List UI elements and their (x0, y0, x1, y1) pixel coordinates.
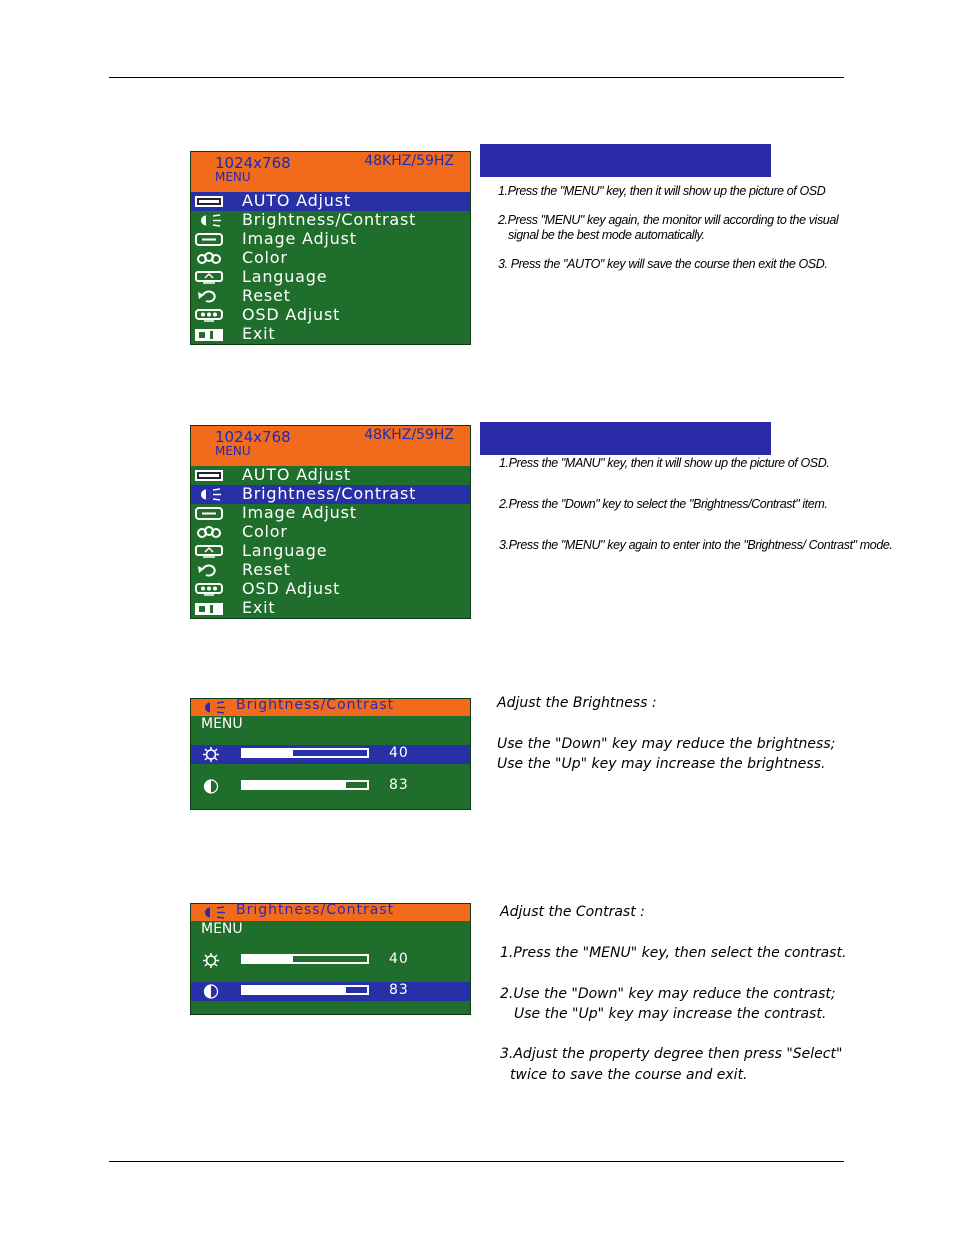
contrast-slider (241, 780, 369, 790)
image-adjust-icon (194, 507, 224, 520)
contrast-row (191, 982, 470, 1001)
osd-item-auto-adjust (191, 192, 470, 211)
section4-line-4: Use the "Up" key may increase the contrast. (514, 1006, 827, 1022)
contrast-icon (201, 984, 221, 999)
brightness-contrast-icon (194, 214, 224, 227)
osd-menu-brightness-selected (190, 425, 471, 619)
section1-note-3: 3. Press the "AUTO" key will save the course then exit the OSD. (498, 257, 828, 271)
bc-title: Brightness/Contrast (236, 698, 395, 713)
brightness-row (191, 951, 470, 970)
osd-header (191, 152, 470, 192)
bottom-rule (109, 1161, 844, 1162)
osd-header (191, 426, 470, 466)
osd-icon (194, 309, 224, 322)
osd-item-label: AUTO Adjust (242, 465, 351, 484)
osd-item-image-adjust (191, 504, 470, 523)
sun-icon (201, 953, 221, 968)
contrast-icon (201, 779, 221, 794)
osd-item-label: Image Adjust (242, 503, 357, 522)
contrast-fill (243, 782, 346, 788)
osd-item-label: Exit (242, 324, 276, 343)
osd-item-auto-adjust (191, 466, 470, 485)
section1-note-2-cont: signal be the best mode automatically. (508, 228, 705, 242)
color-icon (194, 252, 224, 265)
reset-icon (194, 564, 224, 577)
osd-item-exit (191, 325, 470, 344)
bc-header (191, 699, 470, 716)
contrast-value: 83 (389, 777, 409, 793)
osd-item-language (191, 542, 470, 561)
menu-label: MENU (215, 444, 251, 458)
top-rule (109, 77, 844, 78)
contrast-slider (241, 985, 369, 995)
osd-item-label: Color (242, 522, 288, 541)
language-icon (194, 545, 224, 558)
section3-line-3: Use the "Up" key may increase the brightness. (497, 756, 826, 772)
auto-icon (194, 195, 224, 208)
menu-label: MENU (201, 921, 243, 937)
osd-item-brightness-contrast (191, 211, 470, 230)
osd-item-label: Reset (242, 286, 291, 305)
brightness-row (191, 745, 470, 764)
osd-item-color (191, 523, 470, 542)
frequency-label: 48KHZ/59HZ (364, 153, 454, 169)
contrast-value: 83 (389, 982, 409, 998)
brightness-value: 40 (389, 745, 409, 761)
osd-item-label: OSD Adjust (242, 579, 341, 598)
brightness-slider (241, 748, 369, 758)
osd-item-label: AUTO Adjust (242, 191, 351, 210)
section4-line-3: 2.Use the "Down" key may reduce the contrast; (500, 986, 836, 1002)
contrast-fill (243, 987, 346, 993)
section4-line-5: 3.Adjust the property degree then press "Select" (500, 1046, 843, 1062)
osd-item-reset (191, 561, 470, 580)
osd-item-label: Brightness/Contrast (242, 210, 417, 229)
section1-note-2: 2.Press "MENU" key again, the monitor will according to the visual (498, 213, 839, 227)
section3-line-1: Adjust the Brightness : (497, 695, 657, 711)
osd-item-label: OSD Adjust (242, 305, 341, 324)
osd-item-reset (191, 287, 470, 306)
section2-note-1: 1.Press the "MANU" key, then it will show up the picture of OSD. (499, 456, 830, 470)
section2-note-3: 3.Press the "MENU" key again to enter into the "Brightness/ Contrast" mode. (499, 538, 893, 552)
brightness-slider (241, 954, 369, 964)
color-icon (194, 526, 224, 539)
section2-note-2: 2.Press the "Down" key to select the "Brightness/Contrast" item. (499, 497, 828, 511)
brightness-fill (243, 750, 293, 756)
language-icon (194, 271, 224, 284)
osd-item-image-adjust (191, 230, 470, 249)
osd-icon (194, 583, 224, 596)
section4-line-2: 1.Press the "MENU" key, then select the contrast. (500, 945, 847, 961)
section1-header-bar (480, 144, 771, 177)
osd-item-label: Brightness/Contrast (242, 484, 417, 503)
osd-item-osd-adjust (191, 580, 470, 599)
frequency-label: 48KHZ/59HZ (364, 427, 454, 443)
bc-header (191, 904, 470, 921)
osd-item-label: Color (242, 248, 288, 267)
section3-line-2: Use the "Down" key may reduce the brightness; (497, 736, 836, 752)
brightness-contrast-icon (194, 488, 224, 501)
osd-item-label: Exit (242, 598, 276, 617)
section2-header-bar (480, 422, 771, 455)
resolution-label: 1024x768 (215, 428, 291, 446)
osd-item-label: Reset (242, 560, 291, 579)
osd-item-brightness-contrast (191, 485, 470, 504)
exit-icon (194, 328, 224, 341)
brightness-value: 40 (389, 951, 409, 967)
sun-icon (201, 747, 221, 762)
reset-icon (194, 290, 224, 303)
section1-note-1: 1.Press the "MENU" key, then it will show up the picture of OSD (498, 184, 826, 198)
contrast-row (191, 777, 470, 796)
brightness-contrast-icon (204, 906, 226, 919)
resolution-label: 1024x768 (215, 154, 291, 172)
menu-label: MENU (201, 716, 243, 732)
osd-item-label: Image Adjust (242, 229, 357, 248)
brightness-adjust-panel (190, 698, 471, 810)
menu-label: MENU (215, 170, 251, 184)
image-adjust-icon (194, 233, 224, 246)
auto-icon (194, 469, 224, 482)
bc-title: Brightness/Contrast (236, 903, 395, 918)
section4-line-6: twice to save the course and exit. (510, 1067, 748, 1083)
exit-icon (194, 602, 224, 615)
osd-item-osd-adjust (191, 306, 470, 325)
osd-item-label: Language (242, 541, 328, 560)
osd-item-language (191, 268, 470, 287)
osd-item-color (191, 249, 470, 268)
osd-item-label: Language (242, 267, 328, 286)
contrast-adjust-panel (190, 903, 471, 1015)
osd-menu-auto-selected (190, 151, 471, 345)
brightness-contrast-icon (204, 701, 226, 714)
osd-item-exit (191, 599, 470, 618)
section4-line-1: Adjust the Contrast : (500, 904, 645, 920)
brightness-fill (243, 956, 293, 962)
